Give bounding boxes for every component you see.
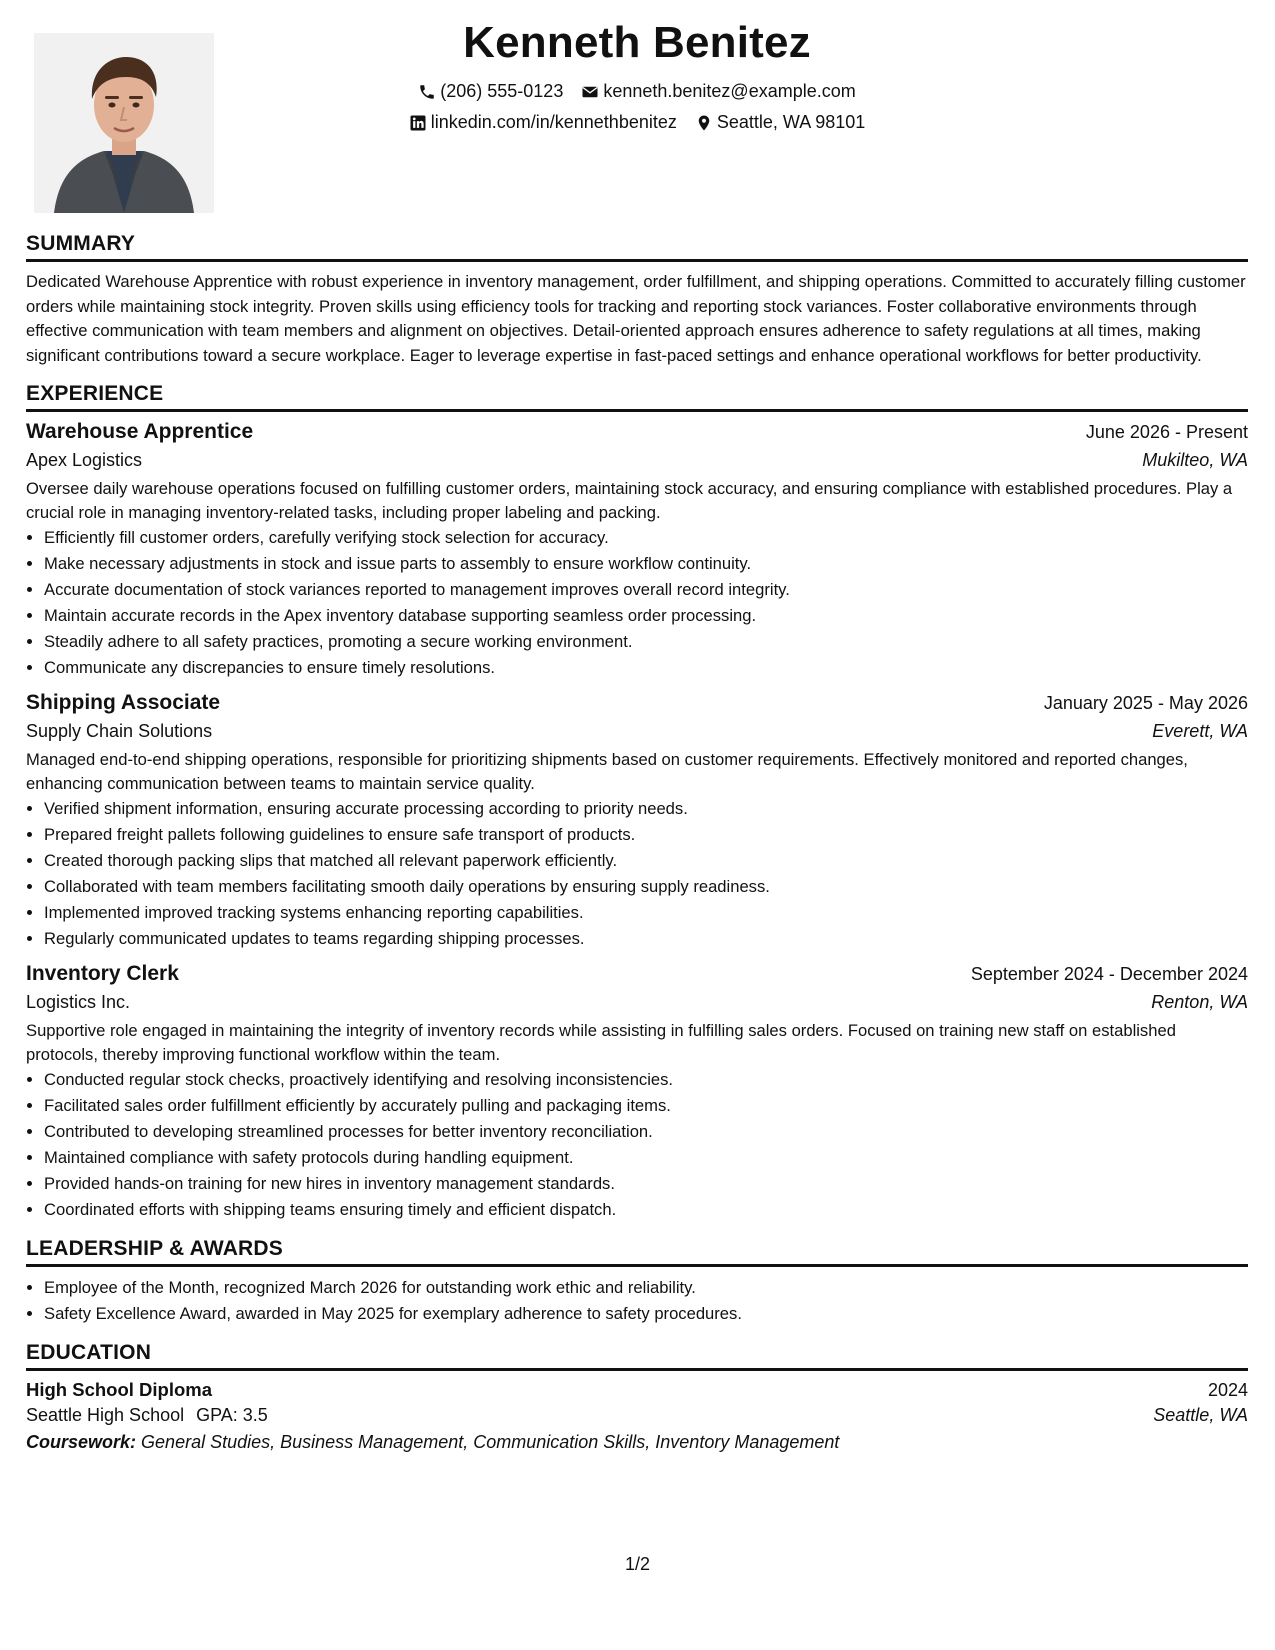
phone-icon — [418, 83, 436, 101]
phone-contact — [418, 81, 563, 102]
awards-list — [26, 1275, 1248, 1327]
job-entry — [26, 420, 1248, 681]
job-bullet-list — [26, 525, 1248, 681]
list-item: • Communicate any discrepancies to ensure timely resolutions. — [44, 655, 1248, 681]
job-title: Shipping Associate — [26, 691, 221, 714]
summary-heading: SUMMARY — [26, 232, 1248, 262]
job-location: Mukilteo, WA — [1142, 450, 1248, 470]
linkedin-icon — [409, 114, 427, 132]
list-item: • Coordinated efforts with shipping teams ensuring timely and efficient dispatch. — [44, 1197, 1248, 1223]
coursework-label: Coursework: — [26, 1432, 137, 1452]
job-entry — [26, 962, 1248, 1223]
job-title: Inventory Clerk — [26, 962, 179, 985]
education-section — [26, 1341, 1248, 1453]
education-school: Seattle High School — [26, 1405, 185, 1425]
coursework-list: General Studies, Business Management, Communication Skills, Inventory Management — [141, 1432, 840, 1452]
list-item: • Verified shipment information, ensuring accurate processing according to priority needs. — [44, 796, 1248, 822]
email-contact — [581, 81, 855, 102]
education-location: Seattle, WA — [1153, 1405, 1248, 1425]
list-item: • Efficiently fill customer orders, carefully verifying stock selection for accuracy. — [44, 525, 1248, 551]
list-item: • Conducted regular stock checks, proactively identifying and resolving inconsistencies. — [44, 1067, 1248, 1093]
phone-number[interactable]: (206) 555-0123 — [440, 81, 564, 101]
list-item: • Steadily adhere to all safety practices, promoting a secure working environment. — [44, 629, 1248, 655]
resume-page — [26, 0, 1248, 1453]
job-description: Managed end-to-end shipping operations, responsible for prioritizing shipments based on customer requirements. Effectively monitored and reported changes, enhancing communication between teams to maintain service quality. — [26, 750, 1188, 793]
list-item: • Safety Excellence Award, awarded in May 2025 for exemplary adherence to safety procedures. — [44, 1301, 1248, 1327]
list-item: • Employee of the Month, recognized March 2026 for outstanding work ethic and reliability. — [44, 1275, 1248, 1301]
job-company: Logistics Inc. — [26, 992, 131, 1012]
job-dates: September 2024 - December 2024 — [970, 964, 1248, 984]
job-location: Renton, WA — [1151, 992, 1248, 1012]
linkedin-contact — [409, 112, 677, 133]
list-item: • Facilitated sales order fulfillment efficiently by accurately pulling and packaging items. — [44, 1093, 1248, 1119]
job-bullet-list — [26, 796, 1248, 952]
email-address[interactable]: kenneth.benitez@example.com — [603, 81, 856, 101]
linkedin-url[interactable]: linkedin.com/in/kennethbenitez — [430, 112, 677, 132]
contact-line-secondary — [26, 112, 1248, 133]
envelope-icon — [581, 83, 599, 101]
list-item: • Implemented improved tracking systems enhancing reporting capabilities. — [44, 900, 1248, 926]
job-title: Warehouse Apprentice — [26, 420, 254, 443]
education-school-line — [26, 1405, 268, 1426]
job-dates: January 2025 - May 2026 — [1043, 693, 1248, 713]
experience-heading: EXPERIENCE — [26, 382, 1248, 412]
job-dates: June 2026 - Present — [1085, 422, 1248, 442]
job-bullet-list — [26, 1067, 1248, 1223]
list-item: • Contributed to developing streamlined processes for better inventory reconciliation. — [44, 1119, 1248, 1145]
list-item: • Regularly communicated updates to teams regarding shipping processes. — [44, 926, 1248, 952]
awards-section — [26, 1237, 1248, 1327]
list-item: • Prepared freight pallets following guidelines to ensure safe transport of products. — [44, 822, 1248, 848]
page-number: 1/2 — [624, 1554, 651, 1574]
job-description: Supportive role engaged in maintaining the integrity of inventory records while assisting in fulfilling sales orders. Focused on training new staff on established protocols, thereby improving functional workflow within the team. — [26, 1021, 1176, 1064]
summary-text: Dedicated Warehouse Apprentice with robust experience in inventory management, order fulfillment, and shipping operations. Committed to accurately filling customer orders while maintaining stock integrity. Proven skills using efficiency tools for tracking and reporting stock variances. Foster collaborative environments through effective communication with team members and alignment on objectives. Detail-oriented approach ensures adherence to safety regulations at all times, making significant contributions toward a secure workplace. Eager to leverage expertise in fast-paced settings and enhance operational workflows for better productivity. — [26, 272, 1246, 365]
map-pin-icon — [695, 114, 713, 132]
education-gpa: GPA: 3.5 — [196, 1405, 268, 1425]
education-coursework — [26, 1432, 1248, 1453]
job-company: Apex Logistics — [26, 450, 143, 470]
list-item: • Provided hands-on training for new hires in inventory management standards. — [44, 1171, 1248, 1197]
location-text: Seattle, WA 98101 — [716, 112, 866, 132]
awards-heading: LEADERSHIP & AWARDS — [26, 1237, 1248, 1267]
education-heading: EDUCATION — [26, 1341, 1248, 1371]
summary-section — [26, 232, 1248, 368]
list-item: • Created thorough packing slips that matched all relevant paperwork efficiently. — [44, 848, 1248, 874]
list-item: • Collaborated with team members facilitating smooth daily operations by ensuring supply readiness. — [44, 874, 1248, 900]
list-item: • Accurate documentation of stock variances reported to management improves overall record integrity. — [44, 577, 1248, 603]
job-company: Supply Chain Solutions — [26, 721, 213, 741]
job-description: Oversee daily warehouse operations focused on fulfilling customer orders, maintaining stock accuracy, and ensuring compliance with established procedures. Play a crucial role in managing inventory-related tasks, including proper labeling and packing. — [26, 479, 1233, 522]
job-entry — [26, 691, 1248, 952]
candidate-name: Kenneth Benitez — [463, 18, 811, 67]
list-item: • Maintained compliance with safety protocols during handling equipment. — [44, 1145, 1248, 1171]
contact-line-primary — [26, 81, 1248, 102]
list-item: • Make necessary adjustments in stock and issue parts to assembly to ensure workflow continuity. — [44, 551, 1248, 577]
experience-section — [26, 382, 1248, 1223]
location-contact — [695, 112, 865, 133]
resume-header — [26, 0, 1248, 232]
list-item: • Maintain accurate records in the Apex inventory database supporting seamless order processing. — [44, 603, 1248, 629]
education-degree: High School Diploma — [26, 1379, 213, 1400]
education-year: 2024 — [1207, 1380, 1248, 1400]
job-location: Everett, WA — [1152, 721, 1248, 741]
